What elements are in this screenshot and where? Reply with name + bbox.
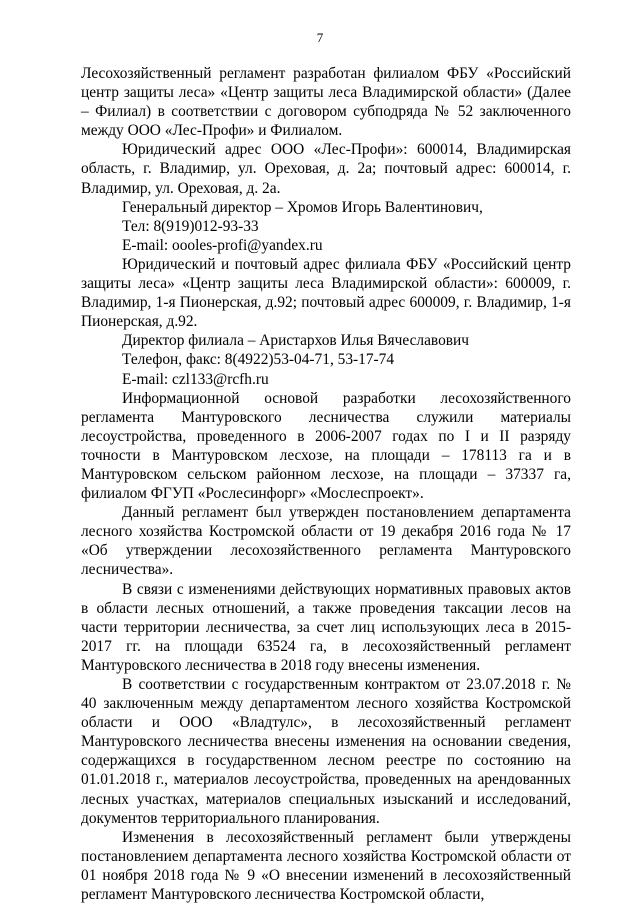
paragraph-branch-director: Директор филиала – Аристархов Илья Вячеславович: [122, 332, 470, 350]
paragraph-developer: Лесохозяйственный регламент разработан филиалом ФБУ «Российский центр защиты леса» «Центр защиты леса Владимирской области» (Далее – Филиал) в соответствии с договором субподряда № 52 заключенного между ООО «Лес-Профи» и Филиалом.: [81, 65, 571, 140]
paragraph-phone-fax-branch: Телефон, факс: 8(4922)53-04-71, 53-17-74: [122, 351, 395, 369]
paragraph-changes-2018: В связи с изменениями действующих нормативных правовых актов в области лесных отношений, а также проведения таксации лесов на части территории лесничества, за счет лиц использующих леса в 2015-2017 гг. на площади 63524 га, в лесохозяйственный регламент Мантуровского лесничества в 2018 году внесены изменения.: [81, 580, 571, 674]
paragraph-legal-address-branch: Юридический и почтовый адрес филиала ФБУ «Российский центр защиты леса» «Центр защиты леса Владимирской области»: 600009, г. Владимир, 1-я Пионерская, д.92; почтовый адрес 600009, г. Владимир, 1-я Пионерская, д.92.: [81, 255, 571, 331]
paragraph-information-basis: Информационной основой разработки лесохозяйственного регламента Мантуровского лесничества служили материалы лесоустройства, проведенного в 2006-2007 годах по I и II разряду точности в Мантуровском лесхозе, на площади – 178113 га и в Мантуровском сельском районном лесхозе, на площади – 37337 га, филиалом ФГУП «Рослесинфорг» «Мослеспроект».: [81, 389, 571, 503]
paragraph-email-les-profi: E-mail: oooles-profi@yandex.ru: [122, 236, 323, 254]
paragraph-legal-address-les-profi: Юридический адрес ООО «Лес-Профи»: 600014, Владимирская область, г. Владимир, ул. Ореховая, д. 2а; почтовый адрес: 600014, г. Владимир, ул. Ореховая, д. 2а.: [81, 141, 571, 197]
document-body: [81, 64, 571, 904]
paragraph-state-contract: В соответствии с государственным контрактом от 23.07.2018 г. № 40 заключенным между департаментом лесного хозяйства Костромской области и ООО «Владтулс», в лесохозяйственный регламент Мантуровского лесничества внесены изменения на основании сведения, содержащихся в государственном лесном реестре по состоянию на 01.01.2018 г., материалов лесоустройства, проведенных на арендованных лесных участках, материалов специальных изысканий и исследований, документов территориального планирования.: [81, 676, 571, 827]
paragraph-approval-2016: Данный регламент был утвержден постановлением департамента лесного хозяйства Костромской области от 19 декабря 2016 года № 17 «Об утверждении лесохозяйственного регламента Мантуровского лесничества».: [81, 504, 571, 579]
paragraph-approval-changes: Изменения в лесохозяйственный регламент были утверждены постановлением департамента лесного хозяйства Костромской области от 01 ноября 2018 года № 9 «О внесении изменений в лесохозяйственный регламент Мантуровского лесничества Костромской области,: [81, 828, 571, 904]
paragraph-general-director: Генеральный директор – Хромов Игорь Валентинович,: [122, 198, 483, 216]
paragraph-email-branch: E-mail: czl133@rcfh.ru: [122, 370, 269, 388]
page-number: 7: [316, 30, 324, 45]
paragraph-phone-les-profi: Тел: 8(919)012-93-33: [122, 217, 259, 235]
